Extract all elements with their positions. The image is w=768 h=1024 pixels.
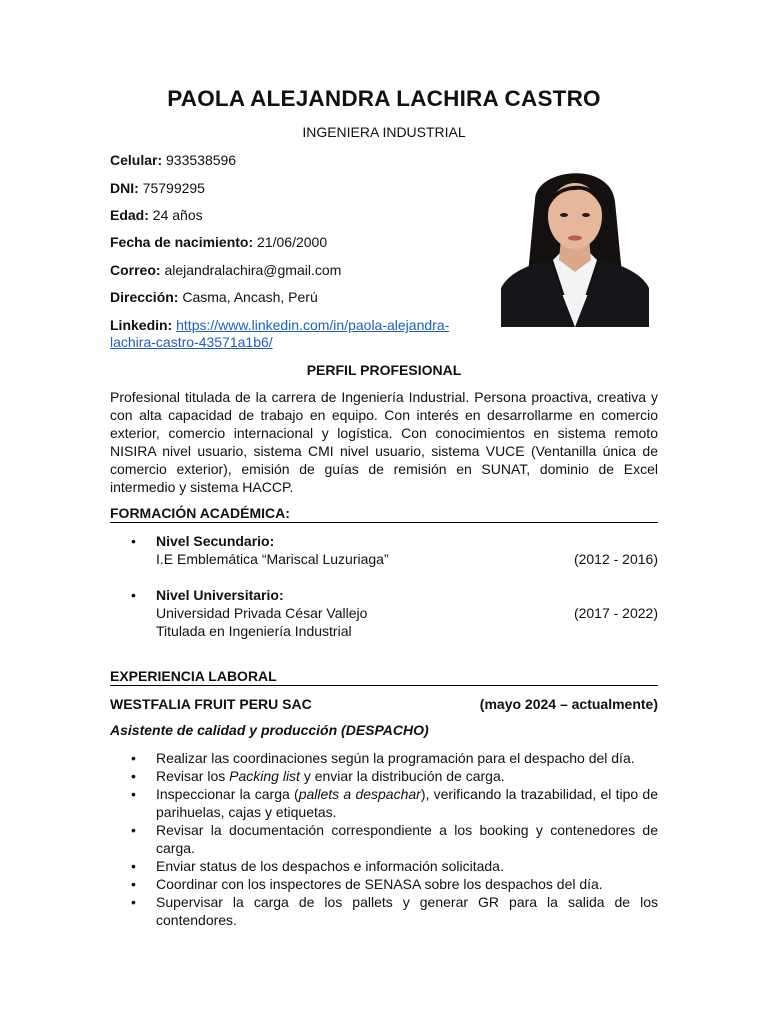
perfil-heading: PERFIL PROFESIONAL <box>306 362 462 378</box>
list-item <box>110 749 658 767</box>
job-role: Asistente de calidad y producción (DESPACHO) <box>110 722 429 738</box>
task-list <box>110 749 658 929</box>
nacimiento-label: Fecha de nacimiento: <box>110 234 254 250</box>
contact-nacimiento <box>110 234 327 251</box>
direccion-label: Dirección: <box>110 289 179 305</box>
secundario-label: Nivel Secundario: <box>156 533 275 549</box>
task-text: Supervisar la carga de los pallets y generar GR para la salida de los contendores. <box>156 894 658 928</box>
bullet: • <box>131 768 136 784</box>
perfil-text: Profesional titulada de la carrera de Ingeniería Industrial. Persona proactiva, creativa y con alta capacidad de trabajo en equipo. Con interés en desarrollarme en comercio exterior, comercio internacional y logística. Con conocimientos en sistema remoto NISIRA nivel usuario, sistema CMI nivel usuario, sistema VUCE (Ventanilla única de comercio exterior), emisión de guías de remisión en SUNAT, dominio de Excel intermedio y sistema HACCP. <box>110 389 658 495</box>
experiencia-heading: EXPERIENCIA LABORAL <box>110 668 658 686</box>
bullet: • <box>131 822 136 838</box>
profession-title: INGENIERA INDUSTRIAL <box>302 124 466 140</box>
task-text-c: y enviar la distribución de carga. <box>299 768 505 784</box>
formacion-heading: FORMACIÓN ACADÉMICA: <box>110 505 658 523</box>
task-text-c: ), verificando la trazabilidad, el tipo de parihuelas, cajas y etiquetas. <box>156 786 658 820</box>
list-item <box>110 875 658 893</box>
task-text: Revisar la documentación correspondiente a los booking y contenedores de carga. <box>156 822 658 856</box>
task-text-italic: Packing list <box>229 768 300 784</box>
contact-direccion <box>110 289 318 306</box>
bullet: • <box>131 750 136 766</box>
task-text: Enviar status de los despachos e información solicitada. <box>156 858 504 874</box>
list-item <box>110 821 658 857</box>
universitario-label: Nivel Universitario: <box>156 587 284 603</box>
bullet: • <box>131 858 136 874</box>
universitario-school: Universidad Privada César Vallejo <box>156 605 368 621</box>
celular-value: 933538596 <box>166 152 237 168</box>
direccion-value: Casma, Ancash, Perú <box>182 289 318 305</box>
portrait-image <box>501 160 649 327</box>
job-period: (mayo 2024 – actualmente) <box>479 696 658 712</box>
celular-label: Celular: <box>110 152 163 168</box>
contact-linkedin <box>110 317 449 351</box>
bullet: • <box>131 786 136 802</box>
contact-edad <box>110 207 203 224</box>
nacimiento-value: 21/06/2000 <box>257 234 328 250</box>
company-name: WESTFALIA FRUIT PERU SAC <box>110 696 312 712</box>
linkedin-label: Linkedin: <box>110 317 173 333</box>
universitario-detail: Titulada en Ingeniería Industrial <box>156 623 352 639</box>
edad-label: Edad: <box>110 207 149 223</box>
task-text-a: Inspeccionar la carga ( <box>156 786 299 802</box>
bullet: • <box>131 894 136 910</box>
dni-label: DNI: <box>110 180 139 196</box>
task-text-italic: pallets a despachar <box>298 786 421 802</box>
task-text: Realizar las coordinaciones según la programación para el despacho del día. <box>156 750 635 766</box>
task-text: Coordinar con los inspectores de SENASA sobre los despachos del día. <box>156 876 603 892</box>
task-text-a: Revisar los <box>156 768 230 784</box>
linkedin-link-line2[interactable]: lachira-castro-43571a1b6/ <box>110 334 273 350</box>
bullet-secundario: • <box>131 533 136 549</box>
list-item <box>110 785 658 821</box>
list-item <box>110 893 658 929</box>
edad-value: 24 años <box>152 207 203 223</box>
linkedin-link-line1[interactable]: https://www.linkedin.com/in/paola-alejandra- <box>176 317 450 333</box>
bullet-universitario: • <box>131 587 136 603</box>
universitario-period: (2017 - 2022) <box>573 605 658 621</box>
dni-value: 75799295 <box>142 180 205 196</box>
correo-value: alejandralachira@gmail.com <box>164 262 342 278</box>
list-item <box>110 767 658 785</box>
correo-label: Correo: <box>110 262 161 278</box>
bullet: • <box>131 876 136 892</box>
secundario-period: (2012 - 2016) <box>573 551 658 567</box>
full-name: PAOLA ALEJANDRA LACHIRA CASTRO <box>167 86 601 111</box>
list-item <box>110 857 658 875</box>
contact-celular <box>110 152 236 169</box>
secundario-school: I.E Emblemática “Mariscal Luzuriaga” <box>156 551 389 567</box>
contact-correo <box>110 262 341 279</box>
profile-photo <box>501 160 649 327</box>
contact-dni <box>110 180 205 197</box>
